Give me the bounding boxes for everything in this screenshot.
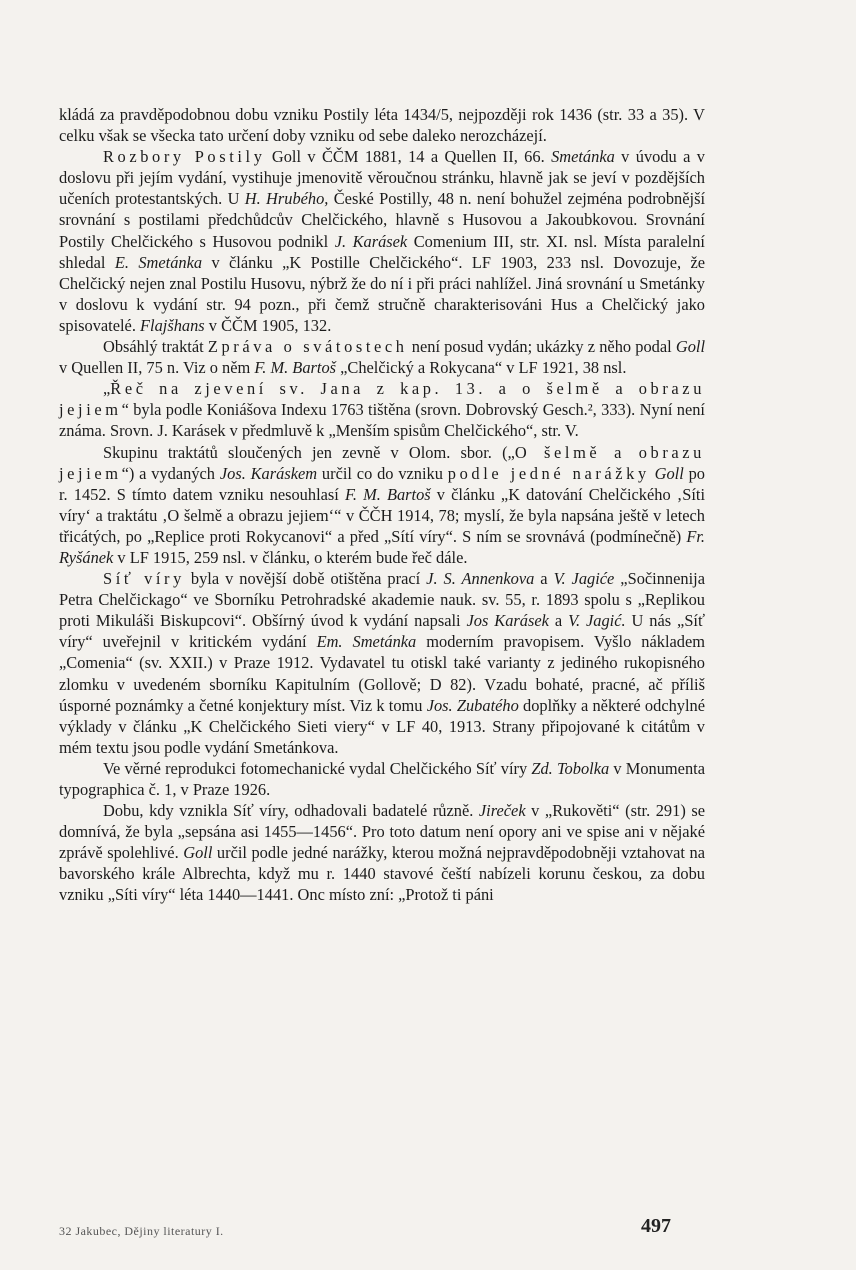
body-text bbox=[59, 104, 705, 906]
text-run: v úvodu a v doslovu při jejím vydání, vystihuje jmenovitě věroučnou stránku, hlavně jak se jeví v pozdějších učeních protestantských. U bbox=[59, 147, 705, 209]
text-run: v ČČM 1905, 132. bbox=[204, 315, 332, 335]
paragraph bbox=[59, 336, 705, 378]
text-run: „ bbox=[103, 379, 111, 399]
text-run: a bbox=[534, 569, 554, 589]
text-run: Smetánka bbox=[551, 147, 615, 167]
text-run: byla v novější době otištěna prací bbox=[184, 569, 427, 589]
text-run: E. Smetánka bbox=[114, 252, 203, 272]
text-run: v článku „K Postille Chelčického“. LF 1903, 233 nsl. Dovozuje, že Chelčický nejen znal Postilu Husovu, nýbrž že do ní i při práci nahlížel. Jiná srovnání u Smetánky v doslovu k vydání str. 94 pozn., při čemž stručně charakterisováni Hus a Chelčický jako spisovatelé. bbox=[59, 252, 706, 335]
text-run: Zpráva o svátostech bbox=[207, 337, 408, 357]
text-run: v LF 1915, 259 nsl. v článku, o kterém bude řeč dále. bbox=[113, 547, 468, 567]
text-run: Goll bbox=[183, 843, 213, 863]
text-run: V. Jagiće bbox=[553, 569, 615, 589]
text-run: určil co do vzniku bbox=[317, 463, 448, 483]
printer-signature: 32 Jakubec, Dějiny literatury I. bbox=[59, 1224, 224, 1238]
text-run: v Monumenta typographica č. 1, v Praze 1926. bbox=[59, 758, 705, 799]
text-run: doplňky a některé odchylné výklady v článku „K Chelčického Sieti viery“ v LF 40, 1913. Strany připojované k citátům v mém textu jsou podle vydání Smetánkova. bbox=[59, 695, 706, 757]
text-run: “) a vydaných bbox=[121, 463, 220, 483]
paragraph bbox=[59, 104, 705, 146]
text-run: U nás „Síť víry“ uveřejnil v kritickém vydání bbox=[59, 611, 705, 652]
text-run: “ byla podle Koniášova Indexu 1763 tištěna (srovn. Dobrovský Gesch.², 333). Nyní není známa. Srovn. J. Karásek v předmluvě k „Menším spisům Chelčického“, str. V. bbox=[59, 400, 705, 441]
text-run: po r. 1452. S tímto datem vzniku nesouhlasí bbox=[59, 463, 705, 504]
text-run: v „Rukověti“ (str. 291) se domnívá, že byla „sepsána asi 1455—1456“. Pro toto datum není opory ani ve spise ani v nějaké zprávě spolehlivé. bbox=[59, 801, 705, 863]
text-run: H. Hrubého, bbox=[244, 189, 329, 209]
text-run: Zd. Tobolka bbox=[531, 758, 610, 778]
text-run: J. Karásek bbox=[334, 231, 408, 251]
text-run: a bbox=[548, 611, 569, 631]
text-run: Obsáhlý traktát bbox=[103, 337, 208, 357]
text-run: Jos. Zubatého bbox=[426, 695, 519, 715]
text-run: Goll v ČČM 1881, 14 a Quellen II, 66. bbox=[265, 147, 552, 167]
text-run: podle jedné narážky bbox=[447, 463, 650, 483]
paragraph bbox=[59, 568, 705, 758]
text-run: v Quellen II, 75 n. Viz o něm bbox=[59, 358, 255, 378]
paragraph bbox=[59, 800, 705, 905]
text-run: Ve věrné reprodukci fotomechanické vydal Chelčického Síť víry bbox=[103, 758, 532, 778]
text-run: „Sočinnenija Petra Chelčickago“ ve Sborníku Petrohradské akademie nauk. sv. 55, r. 1893 spolu s „Replikou proti Mikuláši Biskupcovi“. Obšírný úvod k vydání napsali bbox=[59, 569, 705, 631]
text-run: Síť víry bbox=[103, 569, 185, 589]
text-run: Skupinu traktátů sloučených jen zevně v Olom. sbor. („ bbox=[103, 442, 515, 462]
text-run: v článku „K datování Chelčického ‚Síti víry‘ a traktátu ‚O šelmě a obrazu jejiem‘“ v ČČH 1914, 78; myslí, že byla napsána ještě v letech třicátých, po „Replice proti Rokycanovi“ a před „Sítí víry“. S ním se srovnává (podmínečně) bbox=[59, 484, 706, 546]
text-run: Comenium III, str. XI. nsl. Místa paralelní shledal bbox=[59, 231, 705, 272]
text-run: O šelmě a obrazu jejiem bbox=[59, 442, 705, 483]
text-run: „Chelčický a Rokycana“ v LF 1921, 38 nsl. bbox=[336, 358, 627, 378]
text-run: J. S. Annenkova bbox=[426, 569, 535, 589]
text-run: Jireček bbox=[478, 801, 526, 821]
text-run: Flajšhans bbox=[140, 315, 205, 335]
text-run: V. Jagić. bbox=[568, 611, 626, 631]
text-run: České Postilly, 48 n. není bohužel zejména podrobnější srovnání s postilami předchůdcův Chelčického, hlavně s Husovou a Jakoubkovou. Srovnání Postily Chelčického s Husovou podnikl bbox=[59, 189, 705, 251]
text-run: Jos. Karáskem bbox=[219, 463, 318, 483]
text-run: Goll bbox=[675, 337, 705, 357]
text-run: Řeč na zjevení sv. Jana z kap. 13. a o šelmě a obrazu jejiem bbox=[59, 379, 705, 420]
text-run: Fr. Ryšánek bbox=[59, 526, 705, 567]
text-run: F. M. Bartoš bbox=[344, 484, 431, 504]
page-number: 497 bbox=[641, 1215, 671, 1237]
paragraph bbox=[59, 146, 705, 336]
text-run: určil podle jedné narážky, kterou možná nejpravděpodobněji vztahovat na bavorského krále Albrechta, když mu r. 1440 stavové čeští nabízeli korunu českou, za dobu vzniku „Síti víry“ léta 1440—1441. Onc místo zní: „Protož ti páni bbox=[59, 843, 705, 905]
text-run: Em. Smetánka bbox=[316, 632, 417, 652]
text-run: moderním pravopisem. Vyšlo nákladem „Comenia“ (sv. XXII.) v Praze 1912. Vydavatel tu otiskl také varianty z jediného rukopisného zlomku v uvedeném sborníku Kapitulním (Gollově; D 82). Vzadu bohaté, pracné, ač příliš úsporné poznámky a četné konjektury míst. Viz k tomu bbox=[59, 632, 705, 715]
paragraph bbox=[59, 442, 705, 569]
text-run: Rozbory Postily bbox=[103, 147, 266, 167]
text-run: Jos Karásek bbox=[466, 611, 549, 631]
paragraph bbox=[59, 758, 705, 800]
text-run: Goll bbox=[654, 463, 684, 483]
text-run: F. M. Bartoš bbox=[254, 358, 337, 378]
text-run: není posud vydán; ukázky z něho podal bbox=[407, 337, 676, 357]
text-run: kládá za pravděpodobnou dobu vzniku Postily léta 1434/5, nejpozději rok 1436 (str. 33 a 35). V celku však se všecka tato určení doby vzniku od sebe daleko nerozcházejí. bbox=[59, 105, 705, 146]
paragraph bbox=[59, 378, 705, 441]
text-run: Dobu, kdy vznikla Síť víry, odhadovali badatelé různě. bbox=[103, 801, 479, 821]
